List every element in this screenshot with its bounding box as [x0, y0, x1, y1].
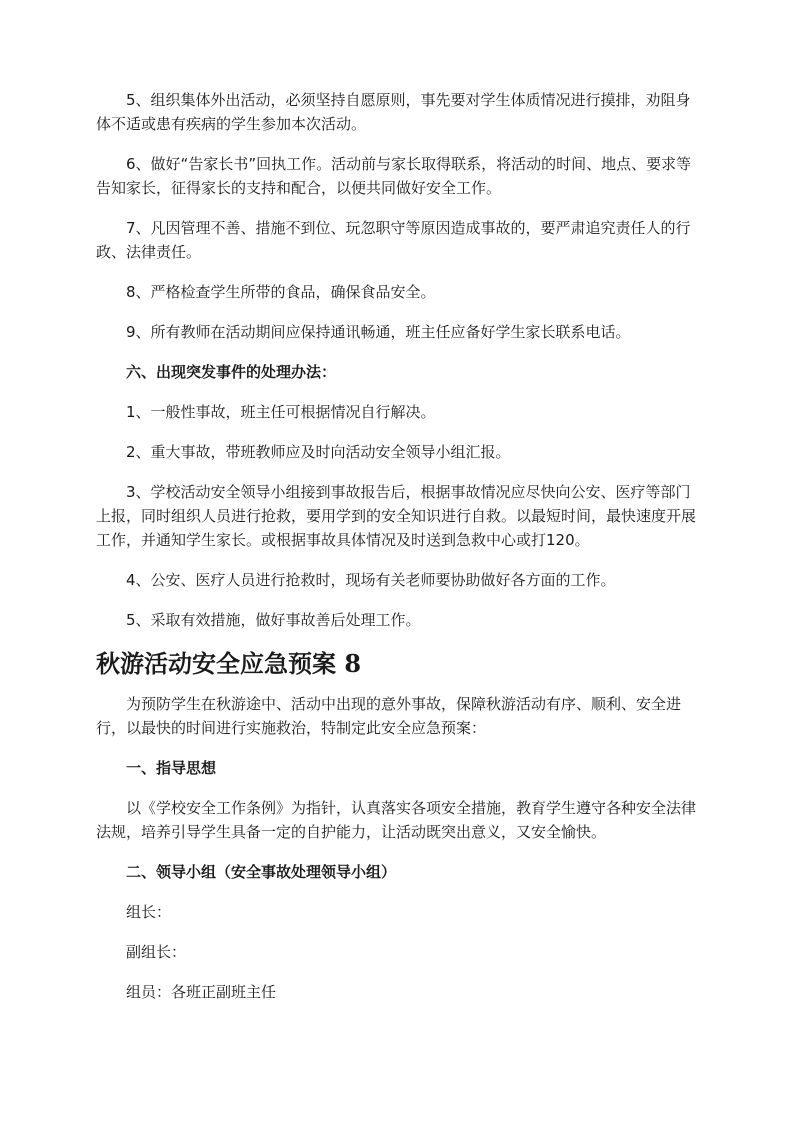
- subheading: 二、领导小组（安全事故处理领导小组）: [126, 863, 397, 881]
- section-title: 秋游活动安全应急预案 8: [96, 649, 362, 678]
- paragraph: 9、所有教师在活动期间应保持通讯畅通，班主任应备好学生家长联系电话。: [126, 323, 631, 341]
- paragraph: 8、严格检查学生所带的食品，确保食品安全。: [126, 283, 436, 301]
- paragraph: 5、组织集体外出活动，必须坚持自愿原则，事先要对学生体质情况进行摸排，劝阻身体不适或患有疾病的学生参加本次活动。: [96, 91, 691, 133]
- subheading: 一、指导思想: [126, 759, 217, 777]
- paragraph: 1、一般性事故，班主任可根据情况自行解决。: [126, 403, 436, 421]
- paragraph: 6、做好“告家长书”回执工作。活动前与家长取得联系，将活动的时间、地点、要求等告知家长，征得家长的支持和配合，以便共同做好安全工作。: [96, 155, 692, 197]
- paragraph: 以《学校安全工作条例》为指针，认真落实各项安全措施，教育学生遵守各种安全法律法规，培养引导学生具备一定的自护能力，让活动既突出意义，又安全愉快。: [96, 799, 697, 841]
- paragraph: 为预防学生在秋游途中、活动中出现的意外事故，保障秋游活动有序、顺利、安全进行，以最快的时间进行实施救治，特制定此安全应急预案：: [96, 695, 682, 737]
- paragraph: 7、凡因管理不善、措施不到位、玩忽职守等原因造成事故的，要严肃追究责任人的行政、法律责任。: [96, 219, 691, 261]
- paragraph: 副组长：: [126, 943, 187, 961]
- subheading: 六、出现突发事件的处理办法：: [126, 363, 337, 381]
- paragraph: 3、学校活动安全领导小组接到事故报告后，根据事故情况应尽快向公安、医疗等部门上报，同时组织人员进行抢救，要用学到的安全知识进行自救。以最短时间，最快速度开展工作，并通知学生家长。或根据事故具体情况及时送到急救中心或打120。: [96, 483, 697, 549]
- paragraph: 2、重大事故，带班教师应及时向活动安全领导小组汇报。: [126, 443, 511, 461]
- paragraph: 5、采取有效措施，做好事故善后处理工作。: [126, 611, 421, 629]
- document-page: [96, 88, 700, 1020]
- paragraph: 4、公安、医疗人员进行抢救时，现场有关老师要协助做好各方面的工作。: [126, 571, 616, 589]
- paragraph: 组长：: [126, 903, 172, 921]
- paragraph: 组员：各班正副班主任: [126, 983, 277, 1001]
